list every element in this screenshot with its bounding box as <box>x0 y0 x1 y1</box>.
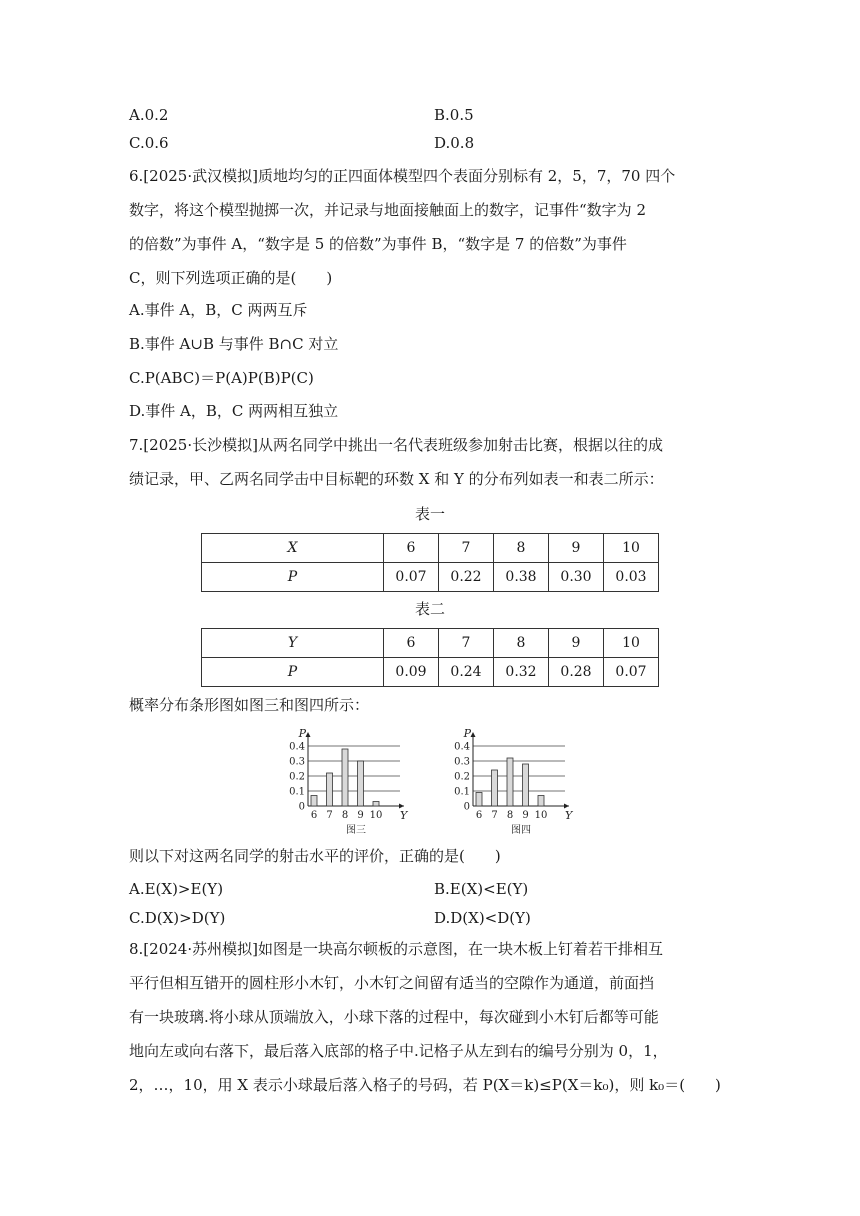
table-cell: 8 <box>494 629 549 658</box>
chart-title: 图三 <box>346 825 366 836</box>
bar <box>327 773 333 806</box>
q7-option-a: A.E(X)>E(Y) <box>129 880 224 898</box>
table2-caption: 表二 <box>414 600 445 618</box>
x-tick-label: 10 <box>534 810 548 821</box>
table1-caption: 表一 <box>414 505 445 523</box>
bar <box>373 802 379 807</box>
y-tick-label: 0.1 <box>454 786 470 798</box>
q6-stem-line1: 6.[2025·武汉模拟]质地均匀的正四面体模型四个表面分别标有 2，5，7，70 四个 <box>129 167 676 185</box>
bar-chart-4-svg <box>447 726 577 836</box>
table-cell: 0.09 <box>384 658 439 687</box>
bar <box>523 764 529 806</box>
table-header-p: P <box>202 563 384 592</box>
x-tick-label: 6 <box>310 810 318 821</box>
q8-stem-line3: 有一块玻璃.将小球从顶端放入，小球下落的过程中，每次碰到小木钉后都等可能 <box>129 1008 659 1026</box>
y-tick-label: 0.3 <box>289 756 305 768</box>
x-tick-label: 7 <box>326 810 333 821</box>
y-tick-label: 0 <box>298 801 305 813</box>
table-row <box>202 563 659 592</box>
x-tick-label: 7 <box>491 810 498 821</box>
q6-option-c: C.P(ABC)＝P(A)P(B)P(C) <box>129 369 314 387</box>
y-axis-label: P <box>298 727 306 740</box>
bar <box>476 793 482 807</box>
q7-stem-line1: 7.[2025·长沙模拟]从两名同学中挑出一名代表班级参加射击比赛，根据以往的成 <box>129 436 663 454</box>
table-cell: 0.07 <box>384 563 439 592</box>
bar-chart-figure3 <box>282 726 412 840</box>
y-tick-label: 0.1 <box>289 786 305 798</box>
table-cell: 9 <box>549 629 604 658</box>
bar <box>311 796 317 807</box>
table-cell: 0.22 <box>439 563 494 592</box>
y-axis-label: P <box>463 727 471 740</box>
table-cell: 6 <box>384 534 439 563</box>
table-cell: 6 <box>384 629 439 658</box>
q8-stem-line4: 地向左或向右落下，最后落入底部的格子中.记格子从左到右的编号分别为 0，1， <box>129 1042 668 1060</box>
x-axis-arrow <box>564 804 569 809</box>
q7-stem-line2: 绩记录，甲、乙两名同学击中目标靶的环数 X 和 Y 的分布列如表一和表二所示： <box>129 470 664 488</box>
q5-option-c: C.0.6 <box>129 134 169 152</box>
table-cell: 7 <box>439 534 494 563</box>
y-tick-label: 0.4 <box>289 741 305 753</box>
chart-intro: 概率分布条形图如图三和图四所示： <box>129 696 370 714</box>
table-row <box>202 534 659 563</box>
bar <box>342 749 348 806</box>
q6-option-b: B.事件 A∪B 与事件 B∩C 对立 <box>129 335 339 353</box>
bar <box>492 770 498 806</box>
table-row <box>202 629 659 658</box>
x-tick-label: 9 <box>357 810 364 821</box>
table-cell: 0.03 <box>604 563 659 592</box>
q6-stem-line4: C，则下列选项正确的是( ) <box>129 269 333 287</box>
x-tick-label: 9 <box>522 810 529 821</box>
q8-stem-line5: 2，…，10，用 X 表示小球最后落入格子的号码，若 P(X＝k)≤P(X＝k₀)，则 k₀＝( ) <box>129 1076 721 1094</box>
distribution-table-y <box>201 628 659 687</box>
y-tick-label: 0.3 <box>454 756 470 768</box>
q8-stem-line1: 8.[2024·苏州模拟]如图是一块高尔顿板的示意图，在一块木板上钉着若干排相互 <box>129 940 663 958</box>
q7-option-b: B.E(X)<E(Y) <box>434 880 529 898</box>
q6-option-a: A.事件 A，B，C 两两互斥 <box>129 301 308 319</box>
table-cell: 0.32 <box>494 658 549 687</box>
table-cell: 10 <box>604 629 659 658</box>
table-cell: 0.30 <box>549 563 604 592</box>
table-cell: 0.28 <box>549 658 604 687</box>
bar-chart-figure4 <box>447 726 577 840</box>
q6-stem-line3: 的倍数”为事件 A，“数字是 5 的倍数”为事件 B，“数字是 7 的倍数”为事件 <box>129 235 627 253</box>
q7-option-d: D.D(X)<D(Y) <box>434 909 531 927</box>
table-header-var: Y <box>202 629 384 658</box>
table-row <box>202 658 659 687</box>
table-cell: 7 <box>439 629 494 658</box>
y-tick-label: 0.2 <box>289 771 305 783</box>
table-cell: 10 <box>604 534 659 563</box>
x-axis-label: Y <box>565 809 573 822</box>
distribution-table-x <box>201 533 659 592</box>
y-tick-label: 0.2 <box>454 771 470 783</box>
table-cell: 0.38 <box>494 563 549 592</box>
y-axis-arrow <box>306 732 311 737</box>
q7-option-c: C.D(X)>D(Y) <box>129 909 226 927</box>
q5-option-a: A.0.2 <box>129 106 169 124</box>
chart-title: 图四 <box>511 825 531 836</box>
bar <box>507 758 513 806</box>
y-tick-label: 0 <box>463 801 470 813</box>
table-header-var: X <box>202 534 384 563</box>
q6-stem-line2: 数字，将这个模型抛掷一次，并记录与地面接触面上的数字，记事件“数字为 2 <box>129 201 646 219</box>
table-cell: 9 <box>549 534 604 563</box>
bar <box>538 796 544 807</box>
table-cell: 0.07 <box>604 658 659 687</box>
y-tick-label: 0.4 <box>454 741 470 753</box>
q5-option-b: B.0.5 <box>434 106 474 124</box>
bar-chart-3-svg <box>282 726 412 836</box>
table-cell: 8 <box>494 534 549 563</box>
q6-option-d: D.事件 A，B，C 两两相互独立 <box>129 402 339 420</box>
x-axis-arrow <box>399 804 404 809</box>
q8-stem-line2: 平行但相互错开的圆柱形小木钉，小木钉之间留有适当的空隙作为通道，前面挡 <box>129 974 655 992</box>
x-axis-label: Y <box>400 809 408 822</box>
table-header-p: P <box>202 658 384 687</box>
q7-question: 则以下对这两名同学的射击水平的评价，正确的是( ) <box>129 847 501 865</box>
bar <box>358 761 364 806</box>
x-tick-label: 8 <box>341 810 349 821</box>
x-tick-label: 10 <box>369 810 383 821</box>
x-tick-label: 8 <box>506 810 514 821</box>
q5-option-d: D.0.8 <box>434 134 475 152</box>
table-cell: 0.24 <box>439 658 494 687</box>
x-tick-label: 6 <box>475 810 483 821</box>
y-axis-arrow <box>471 732 476 737</box>
